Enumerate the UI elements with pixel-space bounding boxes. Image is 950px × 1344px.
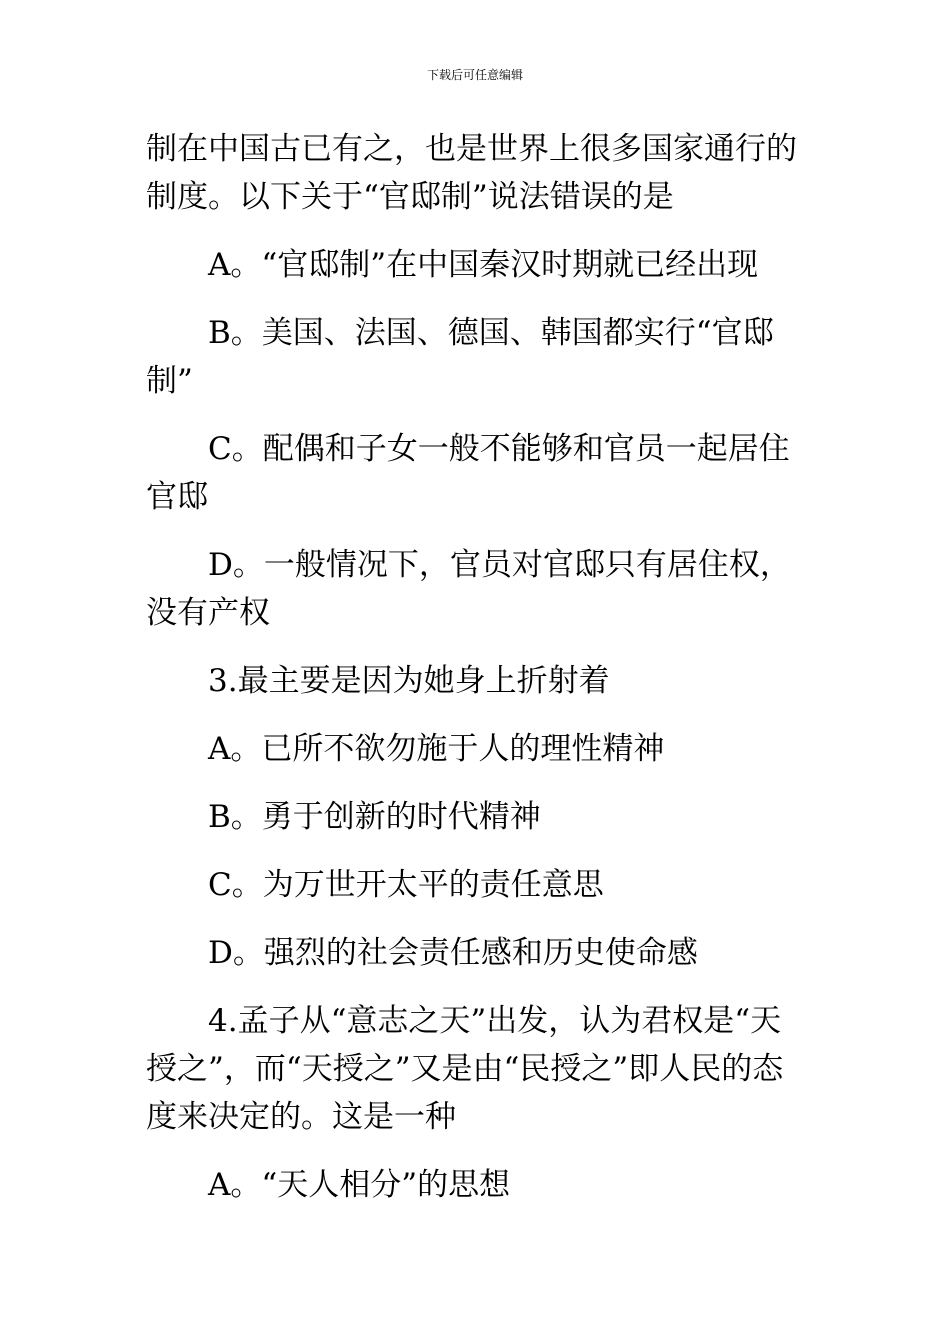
option-d: D。一般情况下，官员对官邸只有居住权，没有产权: [146, 547, 791, 631]
question-3-option-a: A。已所不欲勿施于人的理性精神: [208, 731, 665, 767]
question-3-option-d: D。强烈的社会责任感和历史使命感: [208, 935, 698, 971]
question-3-option-c: C。为万世开太平的责任意思: [208, 867, 604, 903]
question-3: 3.最主要是因为她身上折射着: [208, 663, 610, 699]
option-b: B。美国、法国、德国、韩国都实行“官邸制”: [146, 315, 774, 399]
page-header: 下载后可任意编辑: [426, 68, 523, 82]
question-4: 4.孟子从“意志之天”出发，认为君权是“天授之”，而“天授之”又是由“民授之”即人民的态度来决定的。这是一种: [146, 1003, 784, 1135]
option-a: A。“官邸制”在中国秦汉时期就已经出现: [208, 247, 759, 283]
question-3-option-b: B。勇于创新的时代精神: [208, 799, 541, 835]
question-4-option-a: A。“天人相分”的思想: [208, 1167, 511, 1203]
question-stem-continued: 制在中国古已有之，也是世界上很多国家通行的制度。以下关于“官邸制”说法错误的是: [146, 131, 797, 215]
document-body: [146, 125, 811, 1229]
option-c: C。配偶和子女一般不能够和官员一起居住官邸: [146, 431, 790, 515]
